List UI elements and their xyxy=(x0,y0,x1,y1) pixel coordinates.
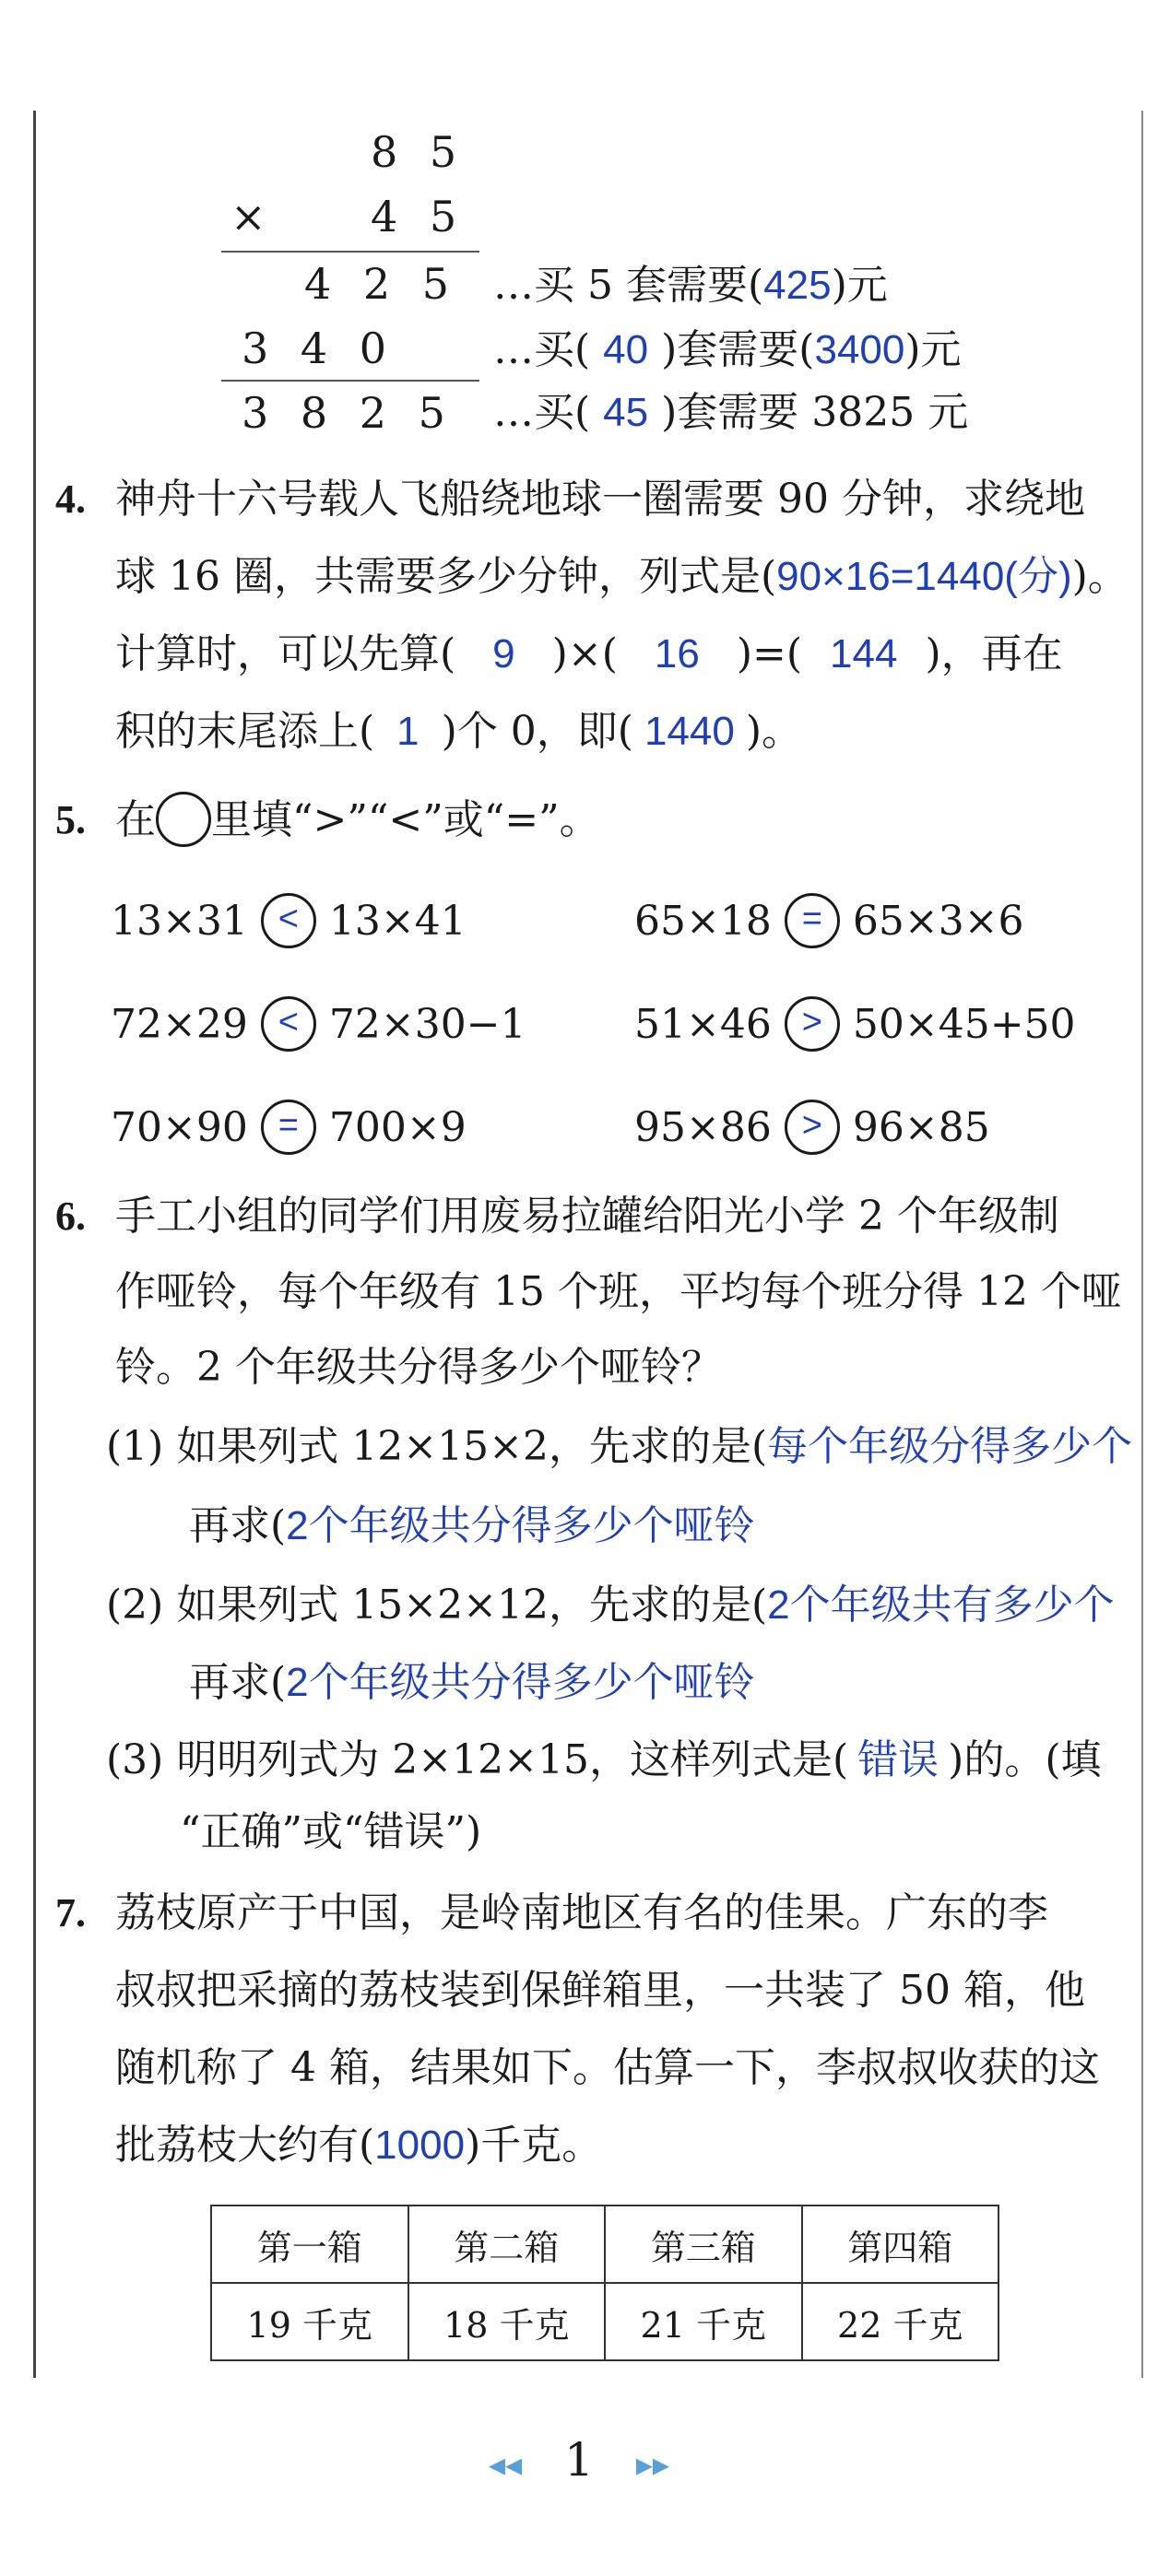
q6-sub-3-cont: “正确”或“错误”) xyxy=(180,1808,482,1855)
table-header: 第二箱 xyxy=(408,2205,606,2283)
page-number: 1 xyxy=(564,2433,594,2487)
mult-line-2 xyxy=(221,380,479,382)
compare-circle: = xyxy=(261,1100,316,1155)
answer-425: 425 xyxy=(763,263,832,308)
mult-note-3: …买 5 套需要(425)元 xyxy=(493,262,888,309)
answer-s1: 每个年级分得多少个 xyxy=(767,1424,1133,1469)
mult-row-5: 3 8 2 5 xyxy=(242,388,455,438)
next-page-icon[interactable]: ▸▸ xyxy=(635,2446,669,2484)
q6-line-2: 作哑铃，每个年级有 15 个班，平均每个班分得 12 个哑 xyxy=(115,1268,1122,1315)
answer-formula: 90×16=1440(分) xyxy=(776,554,1072,599)
question-number: 6. xyxy=(55,1194,86,1239)
q6-line-1: 手工小组的同学们用废易拉罐给阳光小学 2 个年级制 xyxy=(115,1193,1059,1240)
answer-40: 40 xyxy=(603,327,649,372)
q4-line-3: 计算时，可以先算( 9 )×( 16 )=( 144 )，再在 xyxy=(115,630,1063,677)
question-number: 4. xyxy=(55,476,86,522)
q4-line-2: 球 16 圈，共需要多少分钟，列式是(90×16=1440(分))。 xyxy=(115,553,1128,600)
mult-row-1: 8 5 xyxy=(371,127,467,177)
answer-s3: 错误 xyxy=(857,1737,939,1782)
compare-item-3: 72×29 < 72×30−1 xyxy=(111,997,526,1055)
q7-line-2: 叔叔把采摘的荔枝装到保鲜箱里，一共装了 50 箱，他 xyxy=(115,1967,1085,2014)
prev-page-icon[interactable]: ◂◂ xyxy=(489,2446,523,2484)
table-cell: 18 千克 xyxy=(408,2283,606,2360)
table-header: 第一箱 xyxy=(211,2205,408,2283)
answer-s2: 2个年级共有多少个 xyxy=(767,1582,1115,1628)
answer-s2-2: 2个年级共分得多少个哑铃 xyxy=(286,1660,755,1705)
weight-table xyxy=(210,2205,999,2361)
compare-item-6: 95×86 > 96×85 xyxy=(634,1100,990,1159)
question-number: 7. xyxy=(55,1890,86,1935)
compare-item-5: 70×90 = 700×9 xyxy=(111,1100,467,1159)
mult-line-1 xyxy=(221,251,479,253)
compare-circle: < xyxy=(261,893,316,948)
table-row xyxy=(211,2283,998,2360)
q4-line-4: 积的末尾添上( 1 )个 0，即( 1440 )。 xyxy=(115,708,803,755)
q6-sub-2: (2) 如果列式 15×2×12，先求的是(2个年级共有多少个 xyxy=(106,1582,1115,1629)
mult-note-5: …买( 45 )套需要 3825 元 xyxy=(493,389,969,436)
q6-line-3: 铃。2 个年级共分得多少个哑铃？ xyxy=(115,1344,722,1391)
compare-circle: = xyxy=(785,893,840,948)
q6-sub-1: (1) 如果列式 12×15×2，先求的是(每个年级分得多少个 xyxy=(106,1423,1133,1470)
table-header: 第三箱 xyxy=(605,2205,802,2283)
answer-45: 45 xyxy=(603,390,649,435)
table-header: 第四箱 xyxy=(802,2205,999,2283)
answer-16: 16 xyxy=(654,631,700,676)
right-border xyxy=(1141,111,1143,2378)
table-cell: 22 千克 xyxy=(802,2283,999,2360)
answer-s1-2: 2个年级共分得多少个哑铃 xyxy=(286,1503,755,1548)
q6-sub-3: (3) 明明列式为 2×12×15，这样列式是( 错误 )的。(填 xyxy=(106,1736,1102,1783)
answer-9: 9 xyxy=(492,631,515,676)
answer-1440: 1440 xyxy=(644,709,735,754)
mult-row-4: 3 4 0 xyxy=(242,323,396,373)
q5-instruction: 在 里填“>”“<”或“=”。 xyxy=(115,793,600,851)
compare-item-4: 51×46 > 50×45+50 xyxy=(634,997,1076,1055)
q6-sub-2-cont: 再求(2个年级共分得多少个哑铃 xyxy=(189,1659,755,1706)
table-cell: 21 千克 xyxy=(605,2283,802,2360)
left-border xyxy=(33,111,36,2378)
mult-operator: × xyxy=(230,192,266,241)
page-navigation xyxy=(0,2433,1158,2487)
compare-circle: > xyxy=(785,1100,840,1155)
q7-line-1: 荔枝原产于中国，是岭南地区有名的佳果。广东的李 xyxy=(115,1889,1048,1936)
compare-circle: > xyxy=(785,996,840,1052)
question-number: 5. xyxy=(55,797,86,842)
mult-row-2: 4 5 xyxy=(371,192,467,241)
q4-line-1: 神舟十六号载人飞船绕地球一圈需要 90 分钟，求绕地 xyxy=(115,476,1085,523)
compare-item-1: 13×31 < 13×41 xyxy=(111,894,467,952)
answer-1: 1 xyxy=(396,709,419,754)
answer-144: 144 xyxy=(830,631,898,676)
answer-1000: 1000 xyxy=(374,2123,466,2168)
compare-circle: < xyxy=(261,996,316,1052)
compare-item-2: 65×18 = 65×3×6 xyxy=(634,894,1024,952)
q6-sub-1-cont: 再求(2个年级共分得多少个哑铃 xyxy=(189,1502,755,1549)
empty-circle-icon xyxy=(156,792,211,847)
mult-row-3: 4 2 5 xyxy=(304,259,459,309)
mult-note-4: …买( 40 )套需要(3400)元 xyxy=(493,326,962,373)
table-cell: 19 千克 xyxy=(211,2283,408,2360)
q7-line-4: 批荔枝大约有(1000)千克。 xyxy=(115,2122,603,2169)
q7-line-3: 随机称了 4 箱，结果如下。估算一下，李叔叔收获的这 xyxy=(115,2044,1100,2091)
table-header-row xyxy=(211,2205,998,2283)
answer-3400: 3400 xyxy=(814,327,905,372)
